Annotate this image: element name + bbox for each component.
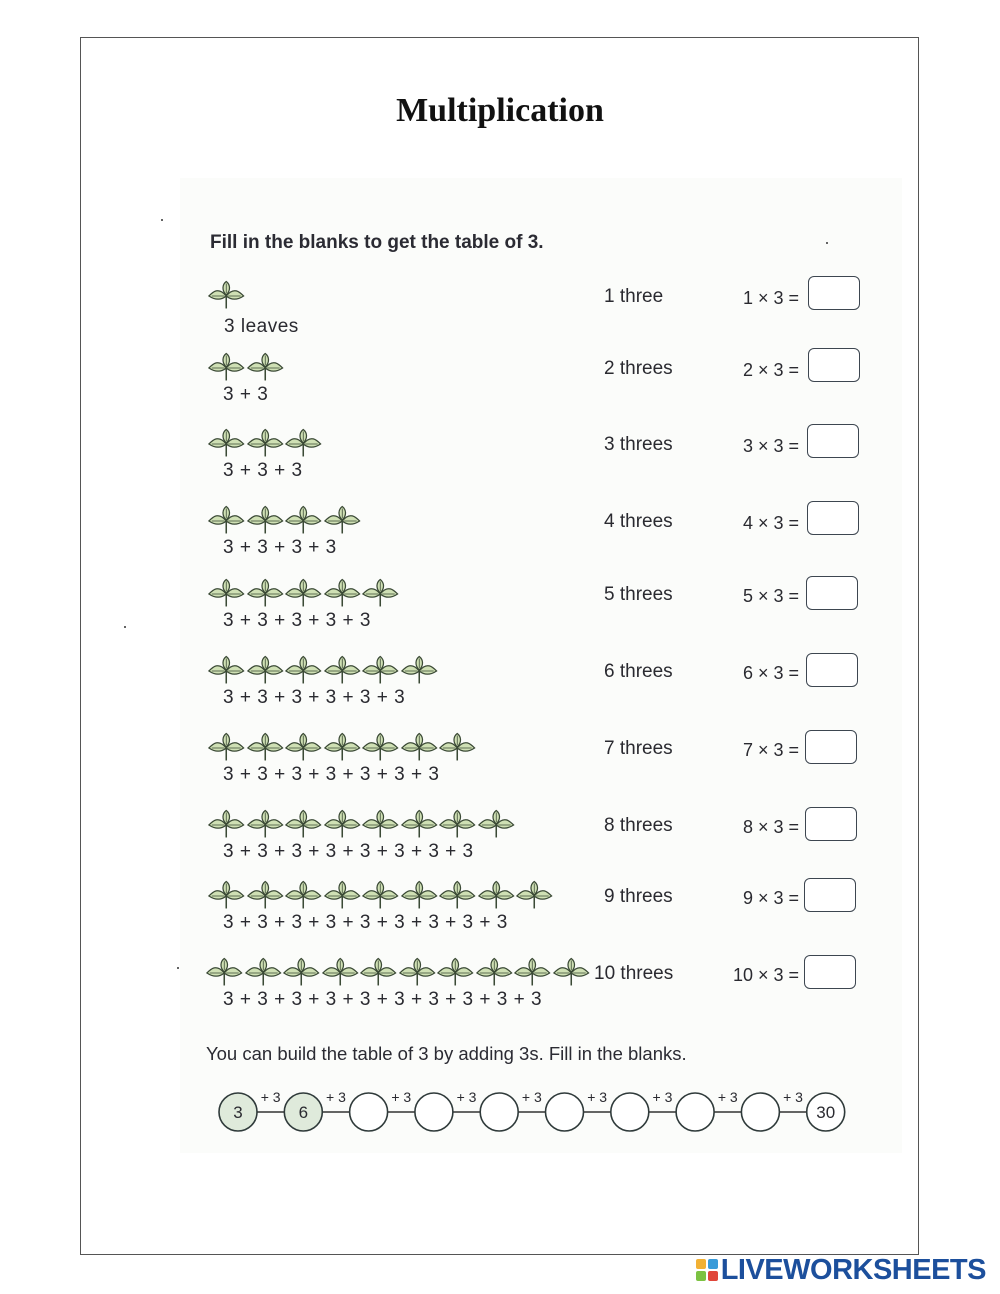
step-label: + 3 (326, 1089, 346, 1105)
leaf-group (205, 957, 590, 987)
liveworksheets-logo (696, 1255, 986, 1285)
table-row (0, 352, 1000, 412)
step-label: + 3 (260, 1089, 281, 1105)
leaf-group (207, 578, 400, 608)
logo-icon (696, 1259, 718, 1281)
adding-chain (0, 1086, 1000, 1146)
repeated-addition: 3 + 3 + 3 + 3 + 3 + 3 + 3 + 3 (223, 841, 474, 862)
leaf-group (207, 655, 438, 685)
leaf-group (207, 280, 246, 310)
leaf-icon (361, 880, 400, 910)
leaf-icon (400, 732, 439, 762)
groups-label: 9 threes (604, 886, 673, 907)
leaf-icon (477, 809, 516, 839)
leaf-icon (284, 578, 323, 608)
chain-answer-circle[interactable] (741, 1093, 779, 1131)
leaf-icon (207, 578, 246, 608)
leaf-icon (207, 809, 246, 839)
chain-instruction: You can build the table of 3 by adding 3s. Fill in the blanks. (206, 1043, 687, 1064)
chain-answer-circle[interactable] (546, 1093, 584, 1131)
leaf-icon (323, 578, 362, 608)
leaf-icon (477, 880, 516, 910)
leaf-icon (207, 655, 246, 685)
leaf-icon (361, 655, 400, 685)
multiplication-equation: 1 × 3 = (742, 288, 799, 308)
leaf-icon (436, 957, 475, 987)
step-label: + 3 (652, 1089, 673, 1105)
step-label: + 3 (456, 1089, 477, 1105)
answer-box[interactable] (808, 276, 860, 310)
scan-speck (826, 242, 828, 244)
step-label: + 3 (521, 1089, 542, 1105)
table-row (0, 732, 1000, 792)
leaf-icon (513, 957, 552, 987)
chain-answer-circle[interactable] (415, 1093, 453, 1131)
answer-box[interactable] (804, 955, 856, 989)
leaf-icon (246, 352, 285, 382)
chain-value: 6 (298, 1103, 309, 1122)
leaf-icon (284, 428, 323, 458)
groups-label: 8 threes (604, 815, 673, 836)
leaf-group (207, 505, 361, 535)
leaf-icon (205, 957, 244, 987)
leaf-group (207, 880, 554, 910)
multiplication-equation: 10 × 3 = (732, 965, 799, 985)
repeated-addition: 3 + 3 + 3 + 3 + 3 (223, 610, 371, 631)
table-row (0, 280, 1000, 340)
repeated-addition: 3 + 3 + 3 + 3 + 3 + 3 + 3 (223, 764, 440, 785)
chain-answer-circle[interactable] (676, 1093, 714, 1131)
answer-box[interactable] (805, 807, 857, 841)
answer-box[interactable] (806, 576, 858, 610)
leaf-icon (282, 957, 321, 987)
leaf-icon (246, 880, 285, 910)
leaf-icon (246, 732, 285, 762)
table-row (0, 880, 1000, 940)
leaf-icon (284, 809, 323, 839)
scan-speck (177, 967, 179, 969)
multiplication-equation: 6 × 3 = (742, 663, 799, 683)
page-title: Multiplication (396, 92, 604, 129)
multiplication-equation: 7 × 3 = (742, 740, 799, 760)
leaf-icon (359, 957, 398, 987)
leaf-icon (207, 428, 246, 458)
leaf-icon (398, 957, 437, 987)
leaf-icon (323, 809, 362, 839)
table-row (0, 505, 1000, 565)
leaf-icon (284, 732, 323, 762)
leaf-icon (207, 352, 246, 382)
leaf-group (207, 809, 515, 839)
leaf-icon (323, 655, 362, 685)
multiplication-equation: 9 × 3 = (742, 888, 799, 908)
leaf-icon (244, 957, 283, 987)
leaf-icon (207, 505, 246, 535)
multiplication-equation: 2 × 3 = (742, 360, 799, 380)
groups-label: 6 threes (604, 661, 673, 682)
groups-label: 1 three (604, 286, 664, 307)
leaf-icon (323, 880, 362, 910)
leaf-icon (361, 578, 400, 608)
leaf-icon (284, 880, 323, 910)
table-row (0, 578, 1000, 638)
leaf-icon (361, 809, 400, 839)
repeated-addition: 3 + 3 + 3 + 3 + 3 + 3 + 3 + 3 + 3 (223, 912, 508, 933)
leaf-icon (207, 280, 246, 310)
chain-value: 30 (816, 1103, 836, 1122)
answer-box[interactable] (807, 501, 859, 535)
table-row (0, 655, 1000, 715)
step-label: + 3 (587, 1089, 608, 1105)
step-label: + 3 (717, 1089, 738, 1105)
leaf-icon (246, 578, 285, 608)
chain-answer-circle[interactable] (350, 1093, 388, 1131)
leaf-icon (323, 505, 362, 535)
chain-diagram (0, 1086, 1000, 1146)
leaf-group (207, 352, 284, 382)
leaf-icon (246, 428, 285, 458)
leaf-icon (400, 655, 439, 685)
logo-text: LIVEWORKSHEETS (720, 1253, 986, 1286)
leaf-group (207, 428, 323, 458)
table-row (0, 428, 1000, 488)
leaf-icon (400, 809, 439, 839)
leaf-icon (246, 505, 285, 535)
scan-speck (124, 626, 126, 628)
leaf-icon (207, 880, 246, 910)
groups-label: 7 threes (604, 738, 673, 759)
leaf-icon (438, 732, 477, 762)
repeated-addition: 3 + 3 + 3 (223, 460, 303, 481)
chain-value: 3 (233, 1103, 243, 1122)
answer-box[interactable] (807, 424, 859, 458)
leaf-icon (361, 732, 400, 762)
leaf-icon (284, 505, 323, 535)
leaf-icon (515, 880, 554, 910)
leaf-icon (207, 732, 246, 762)
chain-answer-circle[interactable] (611, 1093, 649, 1131)
multiplication-equation: 8 × 3 = (742, 817, 799, 837)
leaf-icon (323, 732, 362, 762)
leaf-icon (246, 655, 285, 685)
leaf-icon (552, 957, 591, 987)
groups-label: 10 threes (594, 963, 674, 984)
groups-label: 4 threes (604, 511, 673, 532)
leaf-icon (284, 655, 323, 685)
repeated-addition: 3 + 3 + 3 + 3 + 3 + 3 (223, 687, 406, 708)
answer-box[interactable] (808, 348, 860, 382)
multiplication-equation: 5 × 3 = (742, 586, 799, 606)
multiplication-equation: 3 × 3 = (742, 436, 799, 456)
table-row (0, 809, 1000, 869)
leaf-icon (400, 880, 439, 910)
repeated-addition: 3 + 3 (223, 384, 269, 405)
leaf-icon (438, 809, 477, 839)
groups-label: 5 threes (604, 584, 673, 605)
step-label: + 3 (783, 1089, 803, 1105)
repeated-addition: 3 + 3 + 3 + 3 (223, 537, 337, 558)
repeated-addition: 3 + 3 + 3 + 3 + 3 + 3 + 3 + 3 + 3 + 3 (223, 989, 543, 1010)
groups-label: 3 threes (604, 434, 673, 455)
answer-box[interactable] (804, 878, 856, 912)
table-instruction: Fill in the blanks to get the table of 3. (210, 232, 544, 253)
leaf-icon (475, 957, 514, 987)
step-label: + 3 (391, 1089, 412, 1105)
chain-answer-circle[interactable] (480, 1093, 518, 1131)
multiplication-equation: 4 × 3 = (742, 513, 799, 533)
leaf-icon (246, 809, 285, 839)
answer-box[interactable] (805, 730, 857, 764)
groups-label: 2 threes (604, 358, 673, 379)
scan-speck (161, 219, 163, 221)
table-row (0, 957, 1000, 1017)
leaf-group (207, 732, 477, 762)
repeated-addition: 3 leaves (224, 316, 299, 337)
leaf-icon (438, 880, 477, 910)
answer-box[interactable] (806, 653, 858, 687)
leaf-icon (321, 957, 360, 987)
